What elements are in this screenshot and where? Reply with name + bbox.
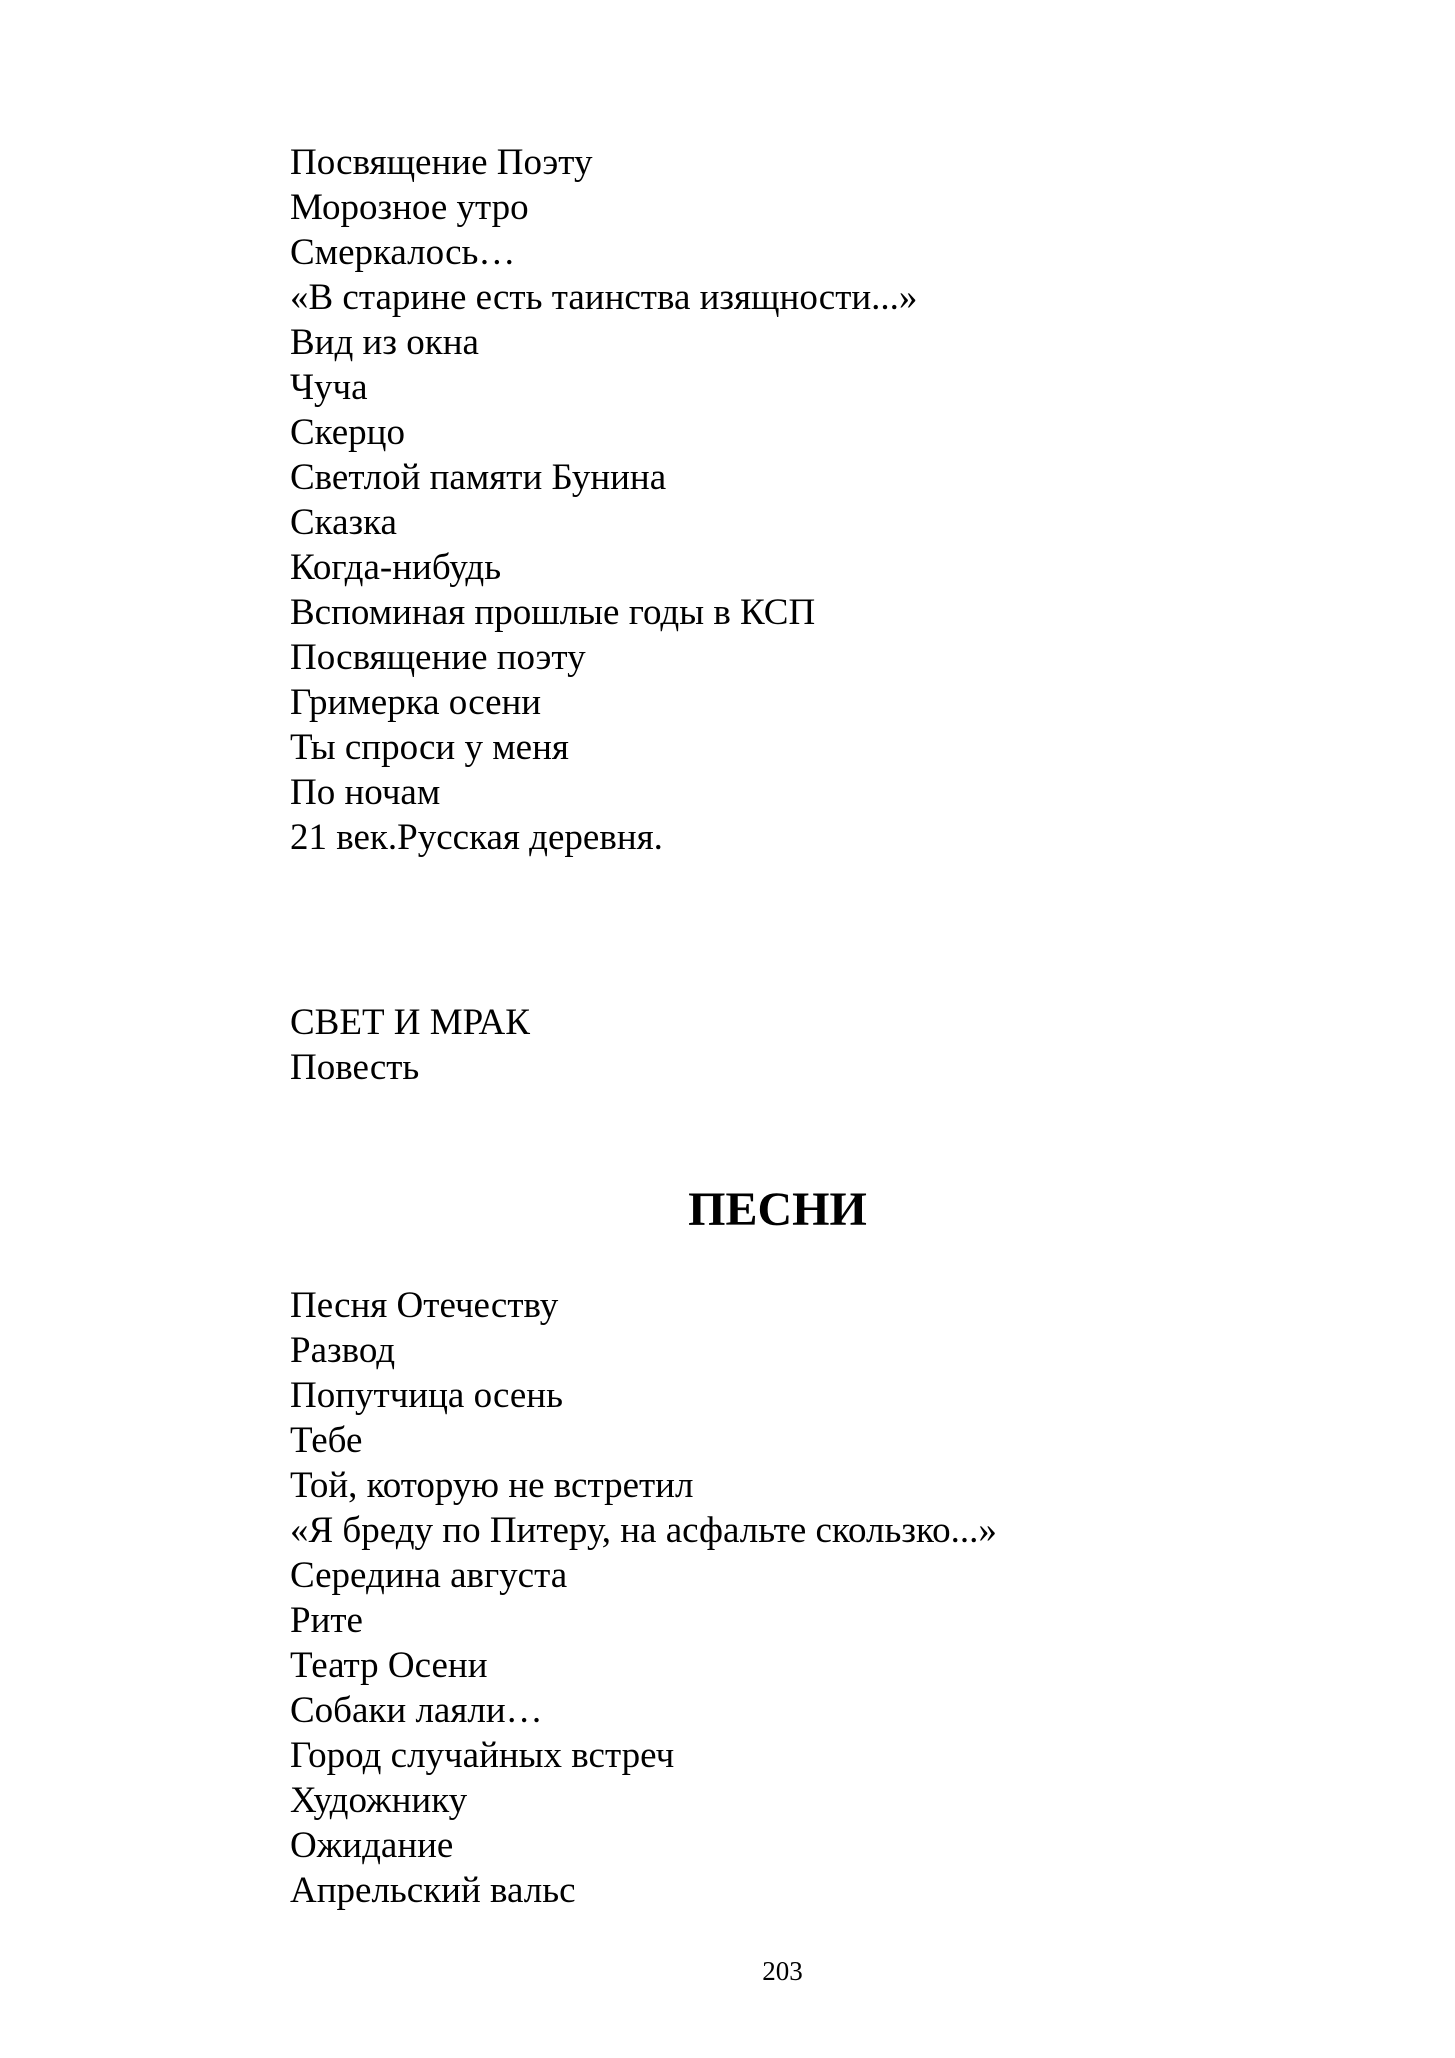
list-item: «В старине есть таинства изящности...» [290,277,918,318]
poems-list [290,140,917,860]
list-item: Посвящение поэту [290,637,586,678]
list-item: Ты спроси у меня [290,727,569,768]
list-item: Посвящение Поэту [290,142,593,183]
list-item: Театр Осени [290,1645,488,1686]
list-item: Сказка [290,502,397,543]
list-item: Вспоминая прошлые годы в КСП [290,592,816,633]
songs-list [290,1283,997,1913]
list-item: Чуча [290,367,368,408]
novella-title: СВЕТ И МРАК [290,1002,530,1043]
list-item: Тебе [290,1420,363,1461]
list-item: Смеркалось… [290,232,516,273]
list-item: Скерцо [290,412,405,453]
list-item: Гримерка осени [290,682,542,723]
list-item: Развод [290,1330,396,1371]
list-item: По ночам [290,772,441,813]
list-item: Ожидание [290,1825,454,1866]
list-item: 21 век.Русская деревня. [290,817,663,858]
list-item: Апрельский вальс [290,1870,576,1911]
list-item: Художнику [290,1780,468,1821]
list-item: Вид из окна [290,322,479,363]
list-item: «Я бреду по Питеру, на асфальте скользко...» [290,1510,997,1551]
list-item: Город случайных встреч [290,1735,675,1776]
list-item: Песня Отечеству [290,1285,559,1326]
list-item: Рите [290,1600,363,1641]
page-number: 203 [762,1956,803,1986]
list-item: Собаки лаяли… [290,1690,543,1731]
novella-entry [290,1000,530,1090]
list-item: Попутчица осень [290,1375,563,1416]
list-item: Светлой памяти Бунина [290,457,667,498]
list-item: Середина августа [290,1555,568,1596]
songs-heading: ПЕСНИ [688,1183,867,1236]
list-item: Когда-нибудь [290,547,502,588]
list-item: Морозное утро [290,187,529,228]
novella-subtitle: Повесть [290,1047,420,1088]
list-item: Той, которую не встретил [290,1465,694,1506]
